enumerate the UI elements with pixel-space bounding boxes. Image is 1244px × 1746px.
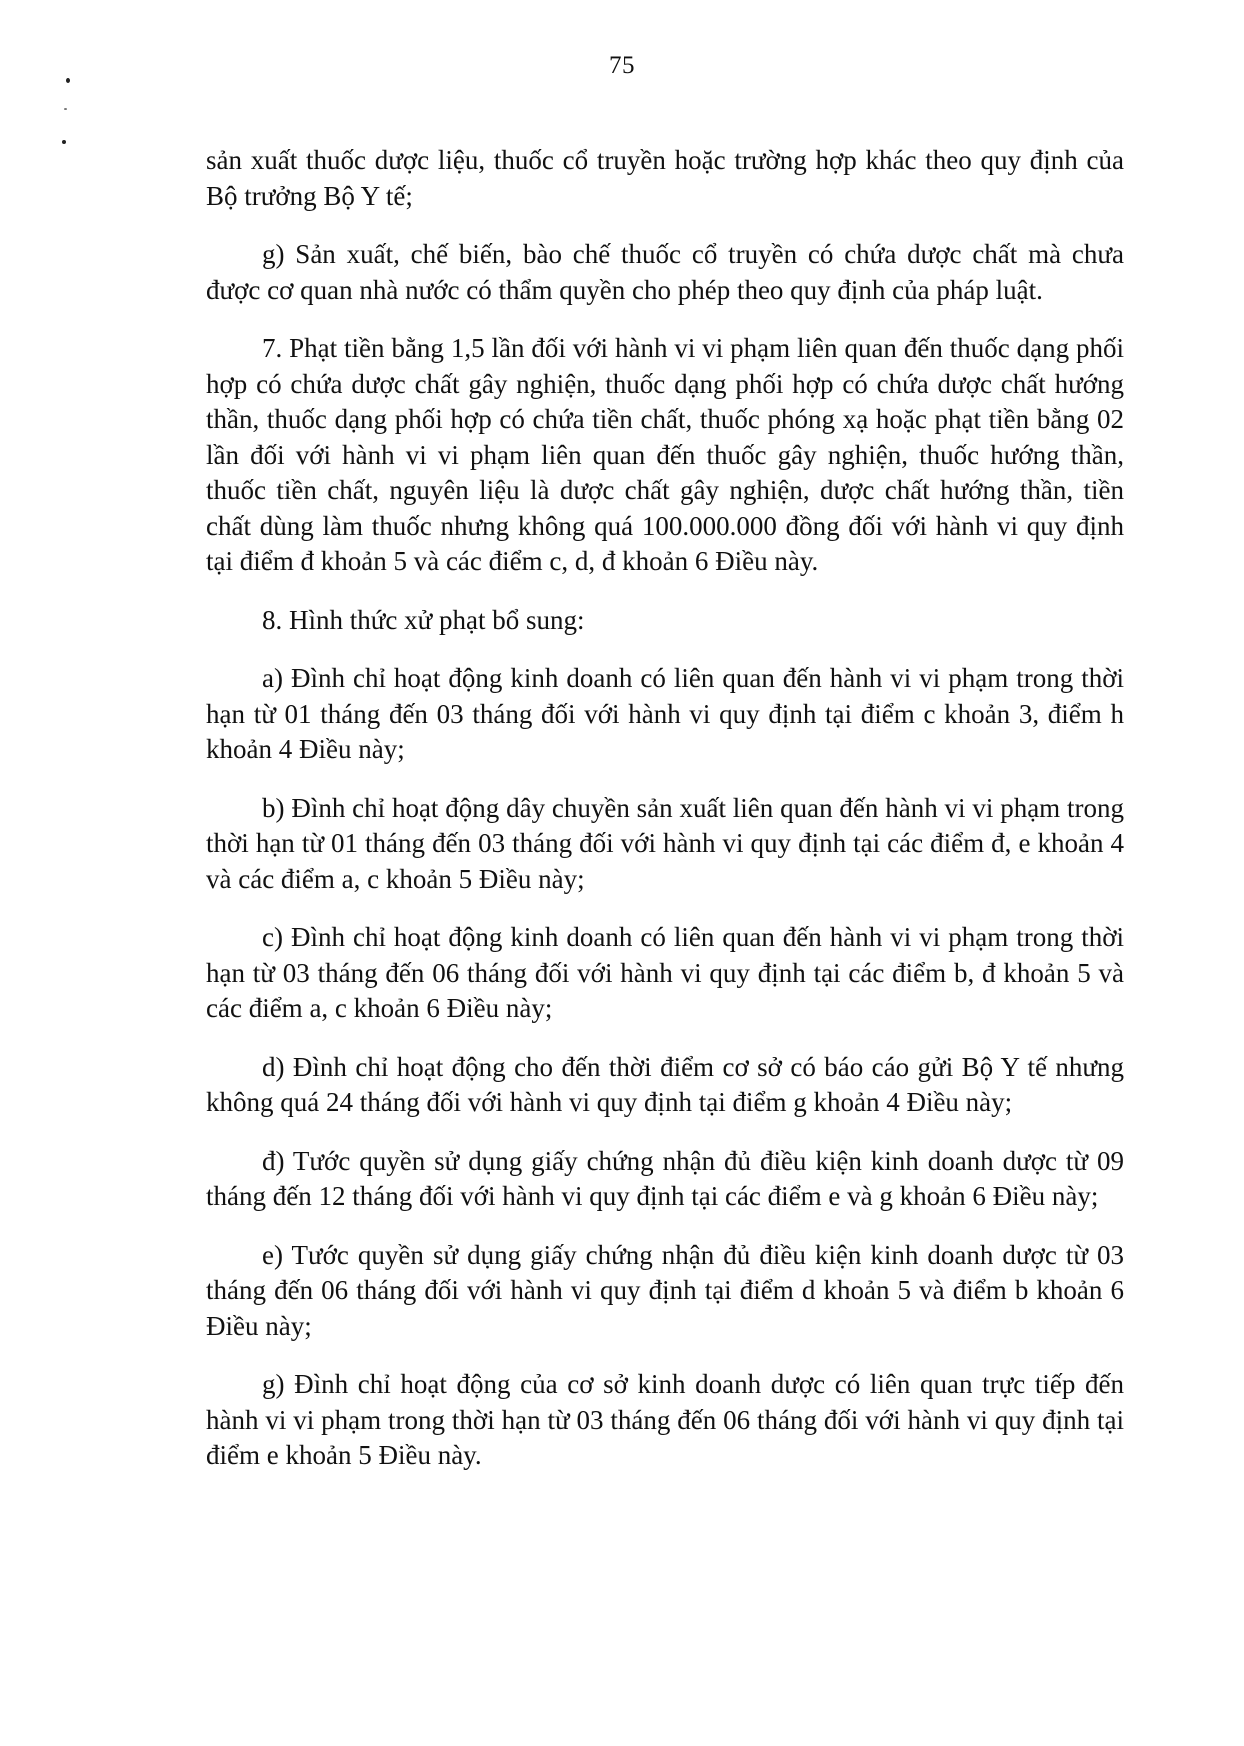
page-number: 75 bbox=[609, 52, 635, 79]
paragraph-item-e: e) Tước quyền sử dụng giấy chứng nhận đủ điều kiện kinh doanh dược từ 03 tháng đến 06 tháng đối với hành vi quy định tại điểm d khoản 5 và điểm b khoản 6 Điều này; bbox=[206, 1239, 1124, 1341]
paragraph-continuation: sản xuất thuốc dược liệu, thuốc cổ truyền hoặc trường hợp khác theo quy định của Bộ trưởng Bộ Y tế; bbox=[206, 145, 1124, 211]
scan-speck bbox=[64, 108, 67, 110]
paragraph-item-c: c) Đình chỉ hoạt động kinh doanh có liên quan đến hành vi vi phạm trong thời hạn từ 03 tháng đến 06 tháng đối với hành vi quy định tại các điểm b, đ khoản 5 và các điểm a, c khoản 6 Điều này; bbox=[206, 922, 1124, 1023]
paragraph-item-d: d) Đình chỉ hoạt động cho đến thời điểm cơ sở có báo cáo gửi Bộ Y tế nhưng không quá 24 tháng đối với hành vi quy định tại điểm g khoản 4 Điều này; bbox=[206, 1051, 1124, 1117]
paragraph-item-a: a) Đình chỉ hoạt động kinh doanh có liên quan đến hành vi vi phạm trong thời hạn từ 01 tháng đến 03 tháng đối với hành vi quy định tại điểm c khoản 3, điểm h khoản 4 Điều này; bbox=[206, 663, 1124, 764]
paragraph-clause-7: 7. Phạt tiền bằng 1,5 lần đối với hành vi vi phạm liên quan đến thuốc dạng phối hợp có chứa dược chất gây nghiện, thuốc dạng phối hợp có chứa dược chất hướng thần, thuốc dạng phối hợp có chứa tiền chất, thuốc phóng xạ hoặc phạt tiền bằng 02 lần đối với hành vi vi phạm liên quan đến thuốc gây nghiện, thuốc hướng thần, thuốc tiền chất, nguyên liệu là dược chất gây nghiện, dược chất hướng thần, tiền chất dùng làm thuốc nhưng không quá 100.000.000 đồng đối với hành vi quy định tại điểm đ khoản 5 và các điểm c, d, đ khoản 6 Điều này. bbox=[206, 333, 1124, 576]
scan-speck bbox=[62, 140, 66, 144]
paragraph-item-g-final: g) Đình chỉ hoạt động của cơ sở kinh doanh dược có liên quan trực tiếp đến hành vi vi phạm trong thời hạn từ 03 tháng đến 06 tháng đối với hành vi quy định tại điểm e khoản 5 Điều này. bbox=[206, 1369, 1124, 1470]
document-body bbox=[206, 143, 1124, 1497]
paragraph-clause-8-heading: 8. Hình thức xử phạt bổ sung: bbox=[262, 604, 585, 635]
paragraph-item-b: b) Đình chỉ hoạt động dây chuyền sản xuất liên quan đến hành vi vi phạm trong thời hạn từ 01 tháng đến 03 tháng đối với hành vi quy định tại các điểm đ, e khoản 4 và các điểm a, c khoản 5 Điều này; bbox=[206, 792, 1124, 894]
paragraph-item-g: g) Sản xuất, chế biến, bào chế thuốc cổ truyền có chứa dược chất mà chưa được cơ quan nhà nước có thẩm quyền cho phép theo quy định của pháp luật. bbox=[206, 239, 1124, 305]
paragraph-item-dd: đ) Tước quyền sử dụng giấy chứng nhận đủ điều kiện kinh doanh dược từ 09 tháng đến 12 tháng đối với hành vi quy định tại các điểm e và g khoản 6 Điều này; bbox=[206, 1145, 1124, 1211]
